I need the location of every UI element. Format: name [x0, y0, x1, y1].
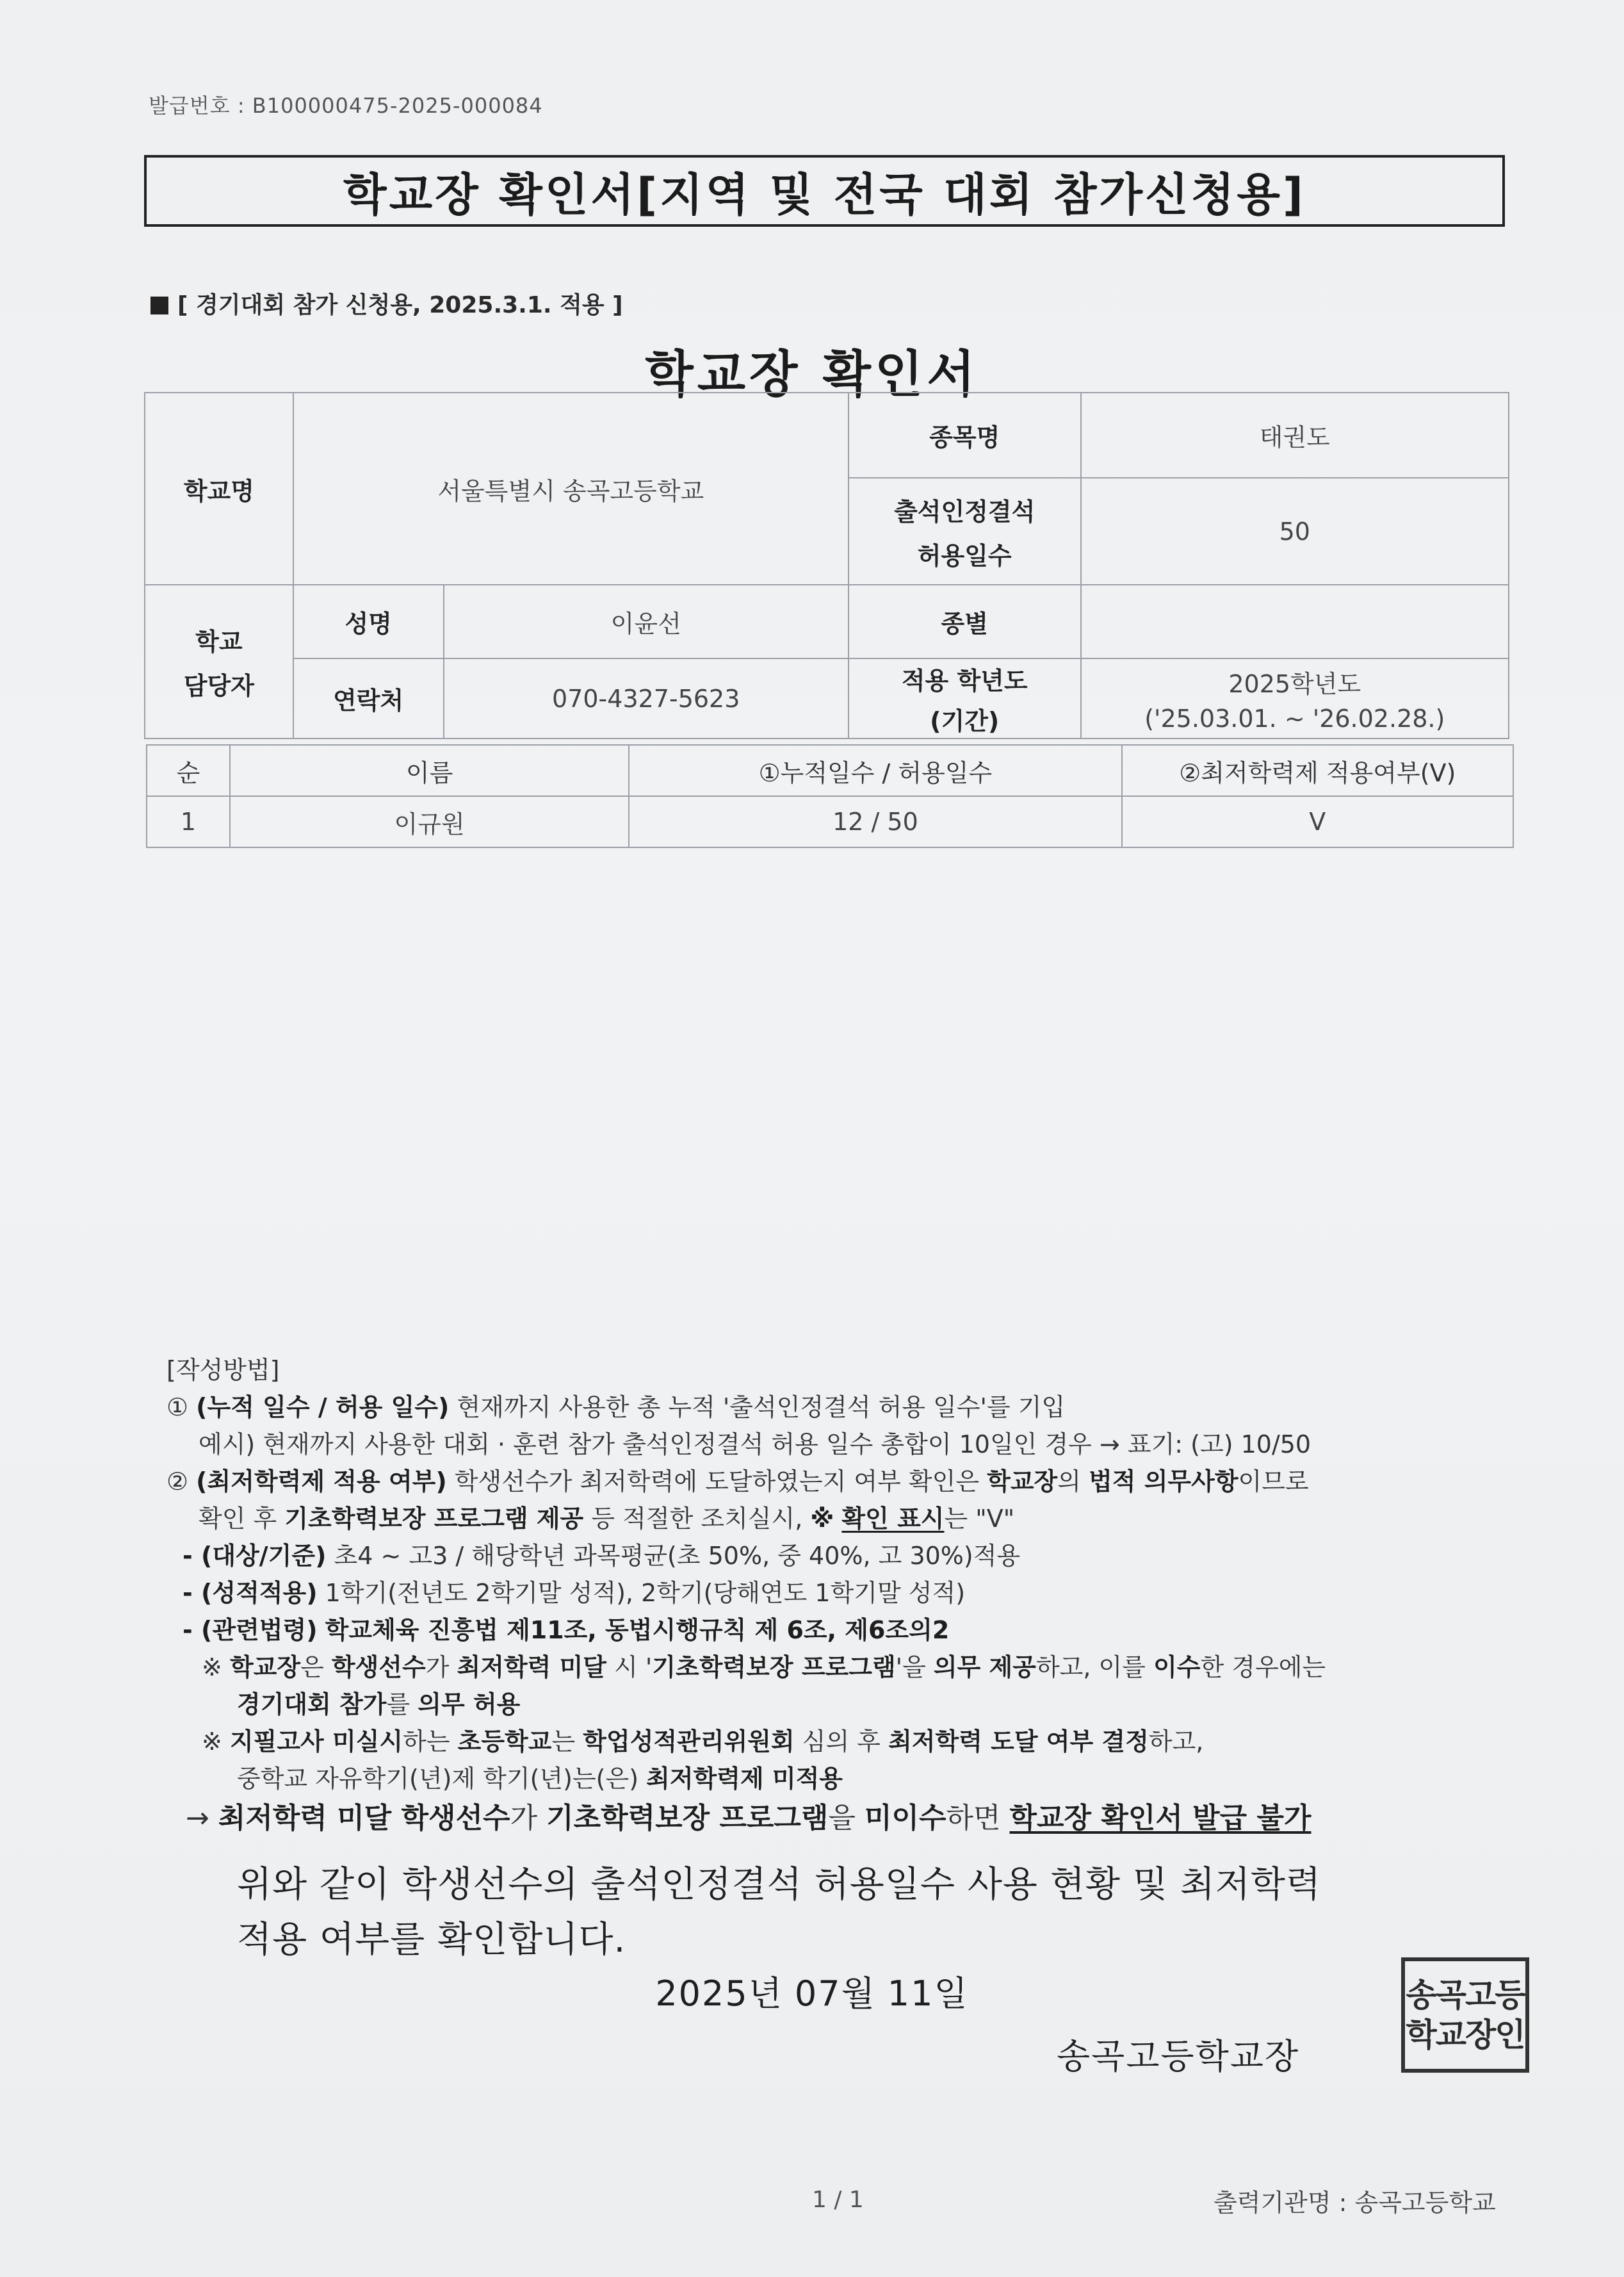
seal-line-2: 학교장인 [1406, 2016, 1525, 2053]
guide-l10-bold-b: 지필고사 미실시 [229, 1727, 403, 1756]
guide-l3-bold-d: 법적 의무사항 [1089, 1467, 1238, 1496]
name-value: 이윤선 [444, 585, 849, 658]
sport-label: 종목명 [849, 393, 1081, 478]
guide-line-5 [166, 1537, 1524, 1574]
guide-l8-bold-d: 학생선수 [331, 1653, 426, 1681]
guide-l5-text: 초4 ~ 고3 / 해당학년 과목평균(초 50%, 중 40%, 고 30%)적용 [334, 1542, 1021, 1570]
guide-l7-bold-b: 학교체육 진흥법 제11조, 동법시행규칙 제 6조, 제6조의2 [325, 1616, 950, 1644]
manager-label-line2: 담당자 [183, 672, 254, 700]
guide-l4-text-a: 확인 후 [199, 1505, 277, 1533]
header-title: 학교장 확인서[지역 및 전국 대회 참가신청용] [343, 168, 1306, 221]
year-value-line1: 2025학년도 [1228, 670, 1361, 698]
guide-l9-bold: 경기대회 참가 [237, 1690, 387, 1718]
guide-l8-bold-f: 최저학력 미달 [457, 1653, 607, 1681]
guide-l4-text-c: 등 적절한 조치실시, [591, 1505, 803, 1533]
allowed-days-label-line1: 출석인정결석 [894, 497, 1035, 526]
guide-l8-bold-h: 기초학력보장 프로그램 [652, 1653, 896, 1681]
guide-l10-bold-d: 초등학교 [457, 1727, 552, 1756]
category-value [1081, 585, 1509, 658]
year-label-line1: 적용 학년도 [901, 666, 1028, 695]
allowed-days-value: 50 [1081, 478, 1509, 585]
guide-l9-bold-b: 의무 허용 [418, 1690, 521, 1718]
header-no: 순 [147, 745, 230, 796]
header-days: ①누적일수 / 허용일수 [629, 745, 1121, 796]
guide-l4-text-e: 는 "V" [944, 1505, 1015, 1533]
principal-seal [1401, 1957, 1529, 2073]
year-value [1081, 658, 1509, 739]
header-applied: ②최저학력제 적용여부(V) [1122, 745, 1513, 796]
student-table [146, 744, 1514, 848]
year-value-line2: ('25.03.01. ~ '26.02.28.) [1144, 705, 1445, 733]
row-no: 1 [147, 796, 230, 847]
guide-l10-bold-h: 최저학력 도달 여부 결정 [888, 1727, 1149, 1756]
sport-value: 태권도 [1081, 393, 1509, 478]
table-row [147, 796, 1513, 847]
reference-mark-2: ※ [202, 1727, 222, 1756]
student-table-header [147, 745, 1513, 796]
circled-one: ① [166, 1393, 189, 1421]
guide-l8-k: 하고, 이를 [1035, 1653, 1146, 1681]
guide-l1-bold: (누적 일수 / 허용 일수) [196, 1393, 450, 1421]
guide-l8-bold-l: 이수 [1153, 1653, 1201, 1681]
guide-l3-text-e: 이므로 [1238, 1467, 1309, 1496]
guide-line-7 [166, 1612, 1524, 1649]
guide-l10-g: 심의 후 [802, 1727, 881, 1756]
sub-note [150, 287, 623, 320]
issue-date [0, 1966, 1624, 2016]
confirmation-text [237, 1857, 1321, 1968]
guide-l11-a: 중학교 자유학기(년)제 학기(년)는(은) [237, 1765, 639, 1793]
guide-l3-text-a: 학생선수가 최저학력에 도달하였는지 여부 확인은 [454, 1467, 980, 1496]
guide-l12-underline: 학교장 확인서 발급 불가 [1009, 1802, 1311, 1834]
header-title-box [144, 155, 1505, 227]
black-square-icon [150, 297, 168, 314]
guide-l8-c: 은 [300, 1653, 324, 1681]
confirmation-line-2: 적용 여부를 확인합니다. [237, 1919, 626, 1961]
guide-l10-bold-f: 학업성적관리위원회 [583, 1727, 795, 1756]
guide-l8-e: 가 [425, 1653, 450, 1681]
manager-label [145, 585, 293, 739]
date-day: 11일 [887, 1973, 969, 2014]
guide-line-12 [166, 1797, 1524, 1840]
manager-label-line1: 학교 [195, 628, 243, 656]
year-label-line2: (기간) [930, 706, 1000, 735]
guide-line-10 [166, 1723, 1524, 1760]
school-name-value: 서울특별시 송곡고등학교 [293, 393, 849, 585]
guide-line-1 [166, 1389, 1524, 1426]
writing-guide [166, 1351, 1524, 1840]
guide-l8-g: 시 ' [614, 1653, 653, 1681]
guide-l6-text: 1학기(전년도 2학기말 성적), 2학기(당해연도 1학기말 성적) [325, 1579, 966, 1607]
guide-heading: [작성방법] [166, 1356, 280, 1384]
circled-two: ② [166, 1467, 189, 1496]
guide-l12-c: 가 [510, 1802, 538, 1834]
guide-l8-bold-j: 의무 제공 [933, 1653, 1036, 1681]
guide-line-2: 예시) 현재까지 사용한 대회 · 훈련 참가 출석인정결석 허용 일수 총합이 10일인 경우 → 표기: (고) 10/50 [199, 1430, 1311, 1458]
category-label: 종별 [849, 585, 1081, 658]
guide-l8-bold-b: 학교장 [229, 1653, 301, 1681]
guide-l5-bold: - (대상/기준) [183, 1542, 327, 1570]
guide-l7-bold: - (관련법령) [183, 1616, 318, 1644]
guide-l12-g: 하면 [946, 1802, 1001, 1834]
guide-l4-underline: 확인 표시 [841, 1505, 945, 1533]
guide-l10-e: 는 [551, 1727, 576, 1756]
guide-line-8 [166, 1649, 1524, 1686]
year-label [849, 658, 1081, 739]
allowed-days-label [849, 478, 1081, 585]
guide-l4-bold-d: ※ [810, 1505, 834, 1533]
date-month: 07월 [794, 1973, 876, 2014]
confirmation-line-1: 위와 같이 학생선수의 출석인정결석 허용일수 사용 현황 및 최저학력 [237, 1864, 1322, 1906]
info-table [144, 392, 1509, 739]
sub-note-text: [ 경기대회 참가 신청용, 2025.3.1. 적용 ] [177, 292, 623, 318]
header-name: 이름 [230, 745, 629, 796]
guide-line-6 [166, 1574, 1524, 1612]
arrow-icon: → [186, 1802, 209, 1834]
reference-mark: ※ [202, 1653, 222, 1681]
allowed-days-label-line2: 허용일수 [917, 541, 1012, 570]
guide-l10-c: 하는 [403, 1727, 450, 1756]
contact-label: 연락처 [293, 658, 444, 739]
guide-line-9 [166, 1686, 1524, 1723]
guide-l12-bold-b: 최저학력 미달 학생선수 [218, 1802, 510, 1834]
guide-l4-bold-b: 기초학력보장 프로그램 제공 [284, 1505, 584, 1533]
guide-l3-text-c: 의 [1057, 1467, 1081, 1496]
guide-l10-i: 하고, [1148, 1727, 1204, 1756]
issue-number: 발급번호 : B100000475-2025-000084 [149, 94, 543, 118]
guide-l11-bold-b: 최저학력제 미적용 [646, 1765, 843, 1793]
printer-info: 출력기관명 : 송곡고등학교 [1214, 2189, 1496, 2217]
name-label: 성명 [293, 585, 444, 658]
guide-line-4 [166, 1500, 1524, 1537]
date-year: 2025년 [655, 1973, 783, 2014]
guide-l6-bold: - (성적적용) [183, 1579, 318, 1607]
guide-line-3 [166, 1463, 1524, 1500]
guide-l12-bold-d: 기초학력보장 프로그램 [546, 1802, 829, 1834]
main-title: 학교장 확인서 [645, 346, 979, 404]
row-applied: V [1122, 796, 1513, 847]
guide-l12-bold-f: 미이수 [864, 1802, 946, 1834]
principal-name: 송곡고등학교장 [1057, 2036, 1300, 2077]
contact-value: 070-4327-5623 [444, 658, 849, 739]
row-days: 12 / 50 [629, 796, 1121, 847]
guide-l9-a: 를 [386, 1690, 410, 1718]
guide-l1-text: 현재까지 사용한 총 누적 '출석인정결석 허용 일수'를 기입 [457, 1393, 1066, 1421]
guide-line-11 [166, 1760, 1524, 1797]
school-name-label: 학교명 [145, 393, 293, 585]
seal-line-1: 송곡고등 [1406, 1977, 1525, 2014]
guide-l8-i: '을 [895, 1653, 926, 1681]
guide-l12-e: 을 [828, 1802, 856, 1834]
guide-l3-bold-b: 학교장 [987, 1467, 1058, 1496]
guide-l8-m: 한 경우에는 [1200, 1653, 1326, 1681]
page-number: 1 / 1 [812, 2187, 864, 2213]
row-name: 이규원 [230, 796, 629, 847]
guide-l3-bold: (최저학력제 적용 여부) [196, 1467, 447, 1496]
